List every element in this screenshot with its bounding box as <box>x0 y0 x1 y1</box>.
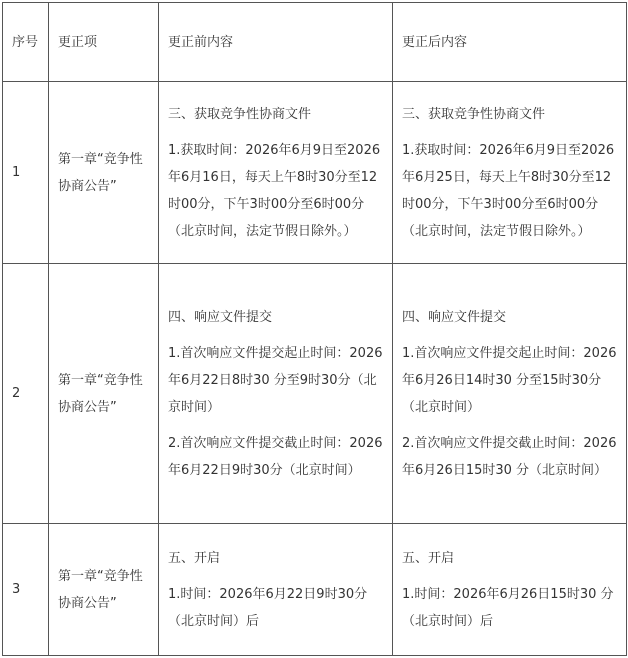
header-item: 更正项 <box>49 3 159 82</box>
row-before <box>159 524 393 656</box>
row-after <box>393 82 627 264</box>
table-row <box>3 264 627 524</box>
before-heading: 四、响应文件提交 <box>168 309 273 325</box>
after-heading: 五、开启 <box>402 550 455 566</box>
table-header-row <box>3 3 627 82</box>
row-after <box>393 264 627 524</box>
table-row <box>3 524 627 656</box>
after-line: 1.首次响应文件提交起止时间：2026年6月26日14时30 分至15时30分（北京时间） <box>402 345 617 415</box>
row-before <box>159 264 393 524</box>
after-heading: 四、响应文件提交 <box>402 309 507 325</box>
after-line: 1.时间：2026年6月26日15时30 分（北京时间）后 <box>402 586 614 629</box>
row-after <box>393 524 627 656</box>
table-row <box>3 82 627 264</box>
before-heading: 五、开启 <box>168 550 221 566</box>
after-line: 1.获取时间：2026年6月9日至2026年6月25日，每天上午8时30分至12时00分，下午3时00分至6时00分（北京时间，法定节假日除外。） <box>402 142 615 239</box>
row-seq: 3 <box>3 524 49 656</box>
before-line: 2.首次响应文件提交截止时间：2026年6月22日9时30分（北京时间） <box>168 435 383 478</box>
header-before: 更正前内容 <box>159 3 393 82</box>
after-heading: 三、获取竞争性协商文件 <box>402 106 546 122</box>
row-seq: 1 <box>3 82 49 264</box>
before-line: 1.获取时间：2026年6月9日至2026年6月16日，每天上午8时30分至12时00分，下午3时00分至6时00分（北京时间，法定节假日除外。） <box>168 142 381 239</box>
correction-table <box>2 2 627 656</box>
row-item: 第一章“竞争性协商公告” <box>49 524 159 656</box>
header-seq: 序号 <box>3 3 49 82</box>
row-item: 第一章“竞争性协商公告” <box>49 82 159 264</box>
row-seq: 2 <box>3 264 49 524</box>
row-before <box>159 82 393 264</box>
before-heading: 三、获取竞争性协商文件 <box>168 106 312 122</box>
header-after: 更正后内容 <box>393 3 627 82</box>
before-line: 1.首次响应文件提交起止时间：2026年6月22日8时30 分至9时30分（北京时间） <box>168 345 383 415</box>
row-item: 第一章“竞争性协商公告” <box>49 264 159 524</box>
before-line: 1.时间：2026年6月22日9时30分（北京时间）后 <box>168 586 368 629</box>
after-line: 2.首次响应文件提交截止时间：2026年6月26日15时30 分（北京时间） <box>402 435 617 478</box>
